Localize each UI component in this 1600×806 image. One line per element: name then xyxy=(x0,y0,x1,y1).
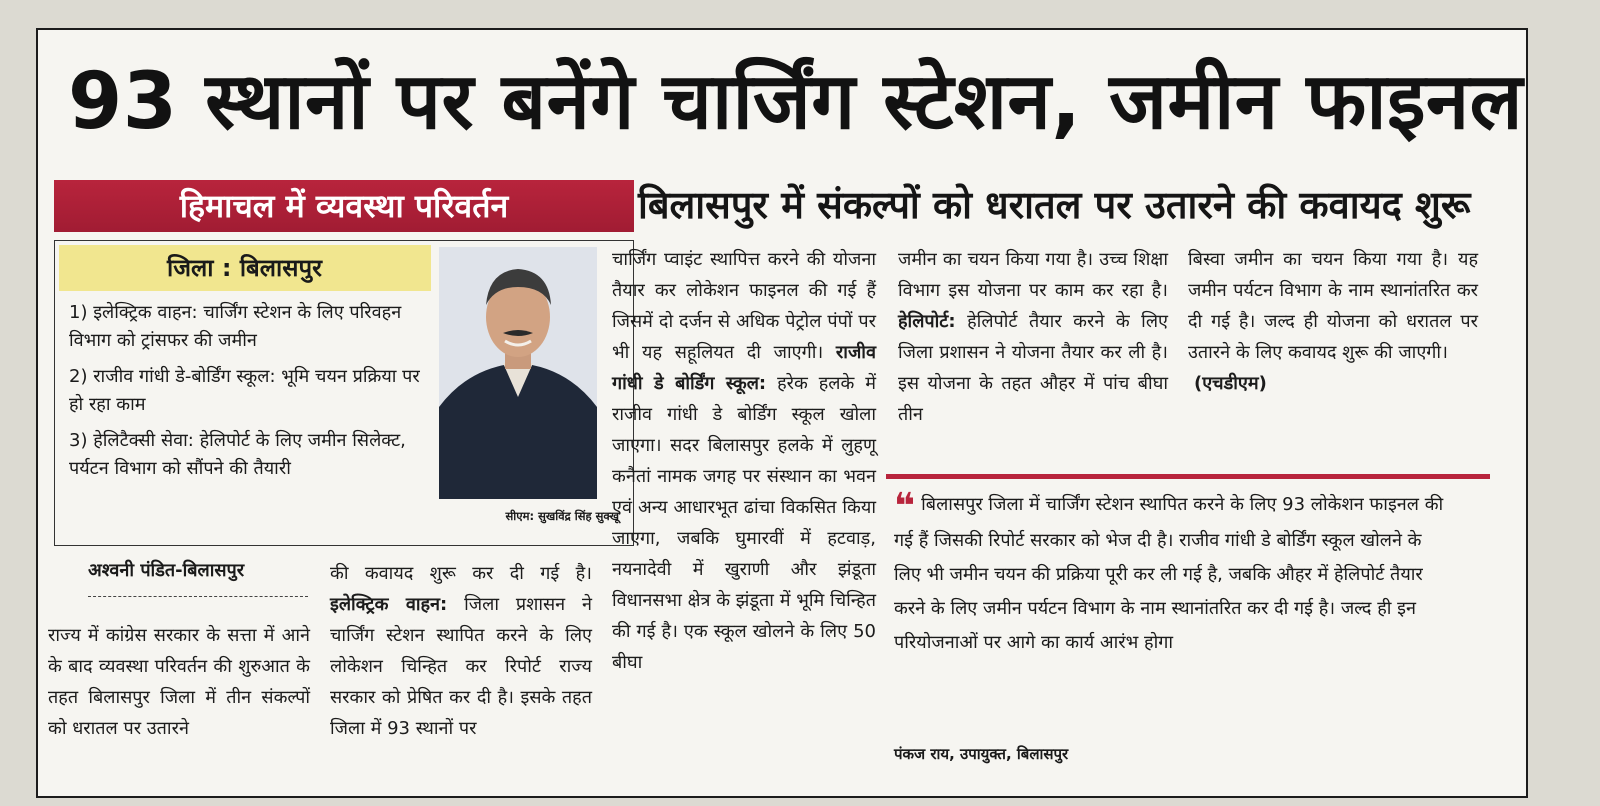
byline: अश्वनी पंडित-बिलासपुर xyxy=(88,560,245,581)
column-text: हरेक हलके में राजीव गांधी डे बोर्डिंग स्कूल खोला जाएगा। सदर बिलासपुर हलके में लुहणू कनैतां नामक जगह पर संस्थान का भवन एवं अन्य आधारभूत ढांचा विकसित किया जाएगा, जबकि घुमारवीं में हटवाड़, नयनादेवी में खुराणी और झंडूता विधानसभा क्षेत्र के झंडूता में भूमि चिन्हित की गई है। एक स्कूल खोलने के लिए 50 बीघा xyxy=(612,373,876,673)
highlights-list xyxy=(69,299,429,491)
byline-divider xyxy=(88,596,308,597)
article-column-5 xyxy=(1188,244,1478,399)
column-text: हेलिपोर्ट तैयार करने के लिए जिला प्रशासन ने योजना तैयार कर ली है। इस योजना के तहत औहर में पांच बीघा तीन xyxy=(898,311,1168,425)
column-text: चार्जिंग प्वाइंट स्थापित्त करने की योजना तैयार कर लोकेशन फाइनल की गई हैं जिसमें दो दर्जन से अधिक पेट्रोल पंपों पर भी यह सहूलियत दी जाएगी। xyxy=(612,249,876,363)
article-column-4 xyxy=(898,244,1168,430)
quote-divider xyxy=(886,474,1490,479)
highlight-item: 2) राजीव गांधी डे-बोर्डिंग स्कूल: भूमि चयन प्रक्रिया पर हो रहा काम xyxy=(69,366,420,415)
quote-mark-icon: ❝ xyxy=(894,486,916,527)
district-label: जिला : बिलासपुर xyxy=(59,245,431,291)
cm-photo xyxy=(439,247,597,499)
subheadline: बिलासपुर में संकल्पों को धरातल पर उतारने की कवायद शुरू xyxy=(638,183,1471,227)
article-column-3 xyxy=(612,244,876,678)
column-text: जिला प्रशासन ने चार्जिंग स्टेशन स्थापित करने के लिए लोकेशन चिन्हित कर रिपोर्ट राज्य सरकार को प्रेषित कर दी है। इसके तहत जिला में 93 स्थानों पर xyxy=(330,594,592,739)
column-text: जमीन का चयन किया गया है। उच्च शिक्षा विभाग इस योजना पर काम कर रहा है। xyxy=(898,249,1168,301)
highlights-box xyxy=(54,240,634,546)
quote-attribution: पंकज राय, उपायुक्त, बिलासपुर xyxy=(894,745,1069,763)
quote-text: बिलासपुर जिला में चार्जिंग स्टेशन स्थापित करने के लिए 93 लोकेशन फाइनल की गई हैं जिसकी रिपोर्ट सरकार को भेज दी है। राजीव गांधी डे बोर्डिंग स्कूल खोलने के लिए भी जमीन चयन की प्रक्रिया पूरी कर ली गई है, जबकि औहर में हेलिपोर्ट तैयार करने के लिए जमीन पर्यटन विभाग के नाम स्थानांतरित कर दी गई है। जल्द ही इन परियोजनाओं पर आगे का कार्य आरंभ होगा xyxy=(894,494,1444,653)
section-kicker: हिमाचल में व्यवस्था परिवर्तन xyxy=(54,180,634,232)
headline: 93 स्थानों पर बनेंगे चार्जिंग स्टेशन, जमीन फाइनल xyxy=(68,57,1524,147)
newspaper-clipping xyxy=(36,28,1528,798)
column-text: की कवायद शुरू कर दी गई है। xyxy=(330,563,592,584)
photo-caption: सीएम: सुखविंद्र सिंह सुक्खू xyxy=(505,509,619,523)
section-lead: हेलिपोर्ट: xyxy=(898,311,956,332)
official-quote xyxy=(894,488,1454,660)
section-lead: इलेक्ट्रिक वाहन: xyxy=(330,594,448,615)
column-text: राज्य में कांग्रेस सरकार के सत्ता में आने के बाद व्यवस्था परिवर्तन की शुरुआत के तहत बिलासपुर जिला में तीन संकल्पों को धरातल पर उतारने xyxy=(48,625,310,739)
article-column-1 xyxy=(48,620,310,744)
portrait-illustration xyxy=(439,247,597,499)
highlight-item: 3) हेलिटैक्सी सेवा: हेलिपोर्ट के लिए जमीन सिलेक्ट, पर्यटन विभाग को सौंपने की तैयारी xyxy=(69,430,406,479)
article-column-2 xyxy=(330,558,592,744)
agency-tag: (एचडीएम) xyxy=(1194,373,1267,394)
column-text: बिस्वा जमीन का चयन किया गया है। यह जमीन पर्यटन विभाग के नाम स्थानांतरित कर दी गई है। जल्द ही योजना को धरातल पर उतारने के लिए कवायद शुरू की जाएगी। xyxy=(1188,249,1478,363)
section-lead: राजीव गांधी डे बोर्डिंग स्कूल: xyxy=(612,342,876,394)
highlight-item: 1) इलेक्ट्रिक वाहन: चार्जिंग स्टेशन के लिए परिवहन विभाग को ट्रांसफर की जमीन xyxy=(69,302,402,351)
